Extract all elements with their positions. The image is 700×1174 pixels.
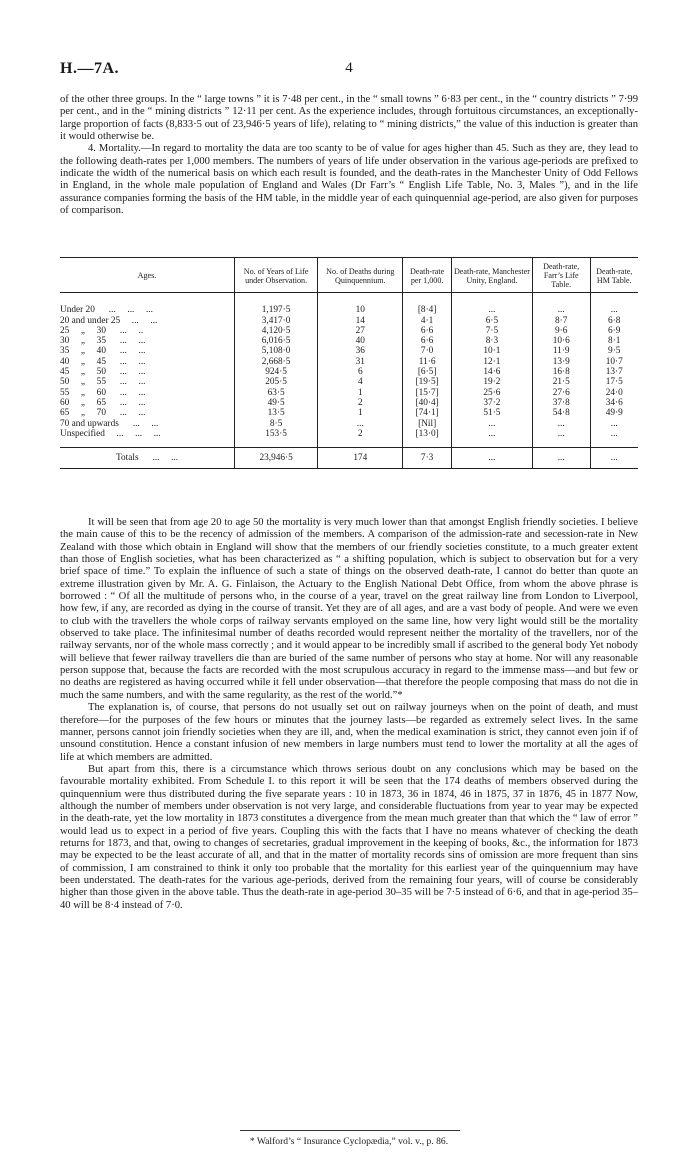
- table-cell: 5,108·0: [235, 346, 318, 356]
- table-cell: 6·8: [590, 316, 638, 326]
- totals-cell: ...: [532, 448, 590, 469]
- col-header-years: No. of Years of Life under Observation.: [235, 258, 318, 293]
- intro-text: [60, 94, 638, 217]
- table-cell: 14·6: [451, 367, 532, 377]
- col-header-death-rate: Death-rate per 1,000.: [403, 258, 452, 293]
- document-reference: H.—7A.: [60, 60, 119, 77]
- table-cell: 1: [318, 388, 403, 398]
- table-cell: 9·6: [532, 326, 590, 336]
- table-row: [60, 293, 638, 316]
- table-cell: 153·5: [235, 429, 318, 448]
- table-row: [60, 336, 638, 346]
- table-cell: ...: [590, 419, 638, 429]
- table-row: [60, 326, 638, 336]
- table-cell: 54·8: [532, 408, 590, 418]
- table-cell: 7·0: [403, 346, 452, 356]
- footnote-rule: [240, 1130, 460, 1131]
- table-row: [60, 419, 638, 429]
- table-cell: 6,016·5: [235, 336, 318, 346]
- table-row: [60, 398, 638, 408]
- table-cell: ...: [451, 293, 532, 316]
- page-number: 4: [345, 60, 353, 76]
- table-cell: 4·1: [403, 316, 452, 326]
- table-cell: ...: [590, 429, 638, 448]
- table-cell: [74·1]: [403, 408, 452, 418]
- table-cell: 2: [318, 398, 403, 408]
- table-cell: ...: [451, 429, 532, 448]
- table-cell: 35 „ 40 ... ...: [60, 346, 146, 357]
- discussion-text: [60, 517, 638, 912]
- table-cell: 2,668·5: [235, 357, 318, 367]
- table-cell: [8·4]: [403, 293, 452, 316]
- table-cell: ...: [451, 419, 532, 429]
- table-cell: 63·5: [235, 388, 318, 398]
- table-row: [60, 377, 638, 387]
- table-cell: 25·6: [451, 388, 532, 398]
- col-header-manchester: Death-rate, Manchester Unity, England.: [451, 258, 532, 293]
- table-cell: ...: [318, 419, 403, 429]
- totals-cell: ...: [590, 448, 638, 469]
- table-row: [60, 316, 638, 326]
- table-cell: 30 „ 35 ... ...: [60, 336, 146, 347]
- col-header-deaths: No. of Deaths during Quinquennium.: [318, 258, 403, 293]
- footnote: * Walford’s “ Insurance Cyclopædia,” vol. v., p. 86.: [249, 1136, 449, 1147]
- table-cell: 45 „ 50 ... ...: [60, 367, 146, 378]
- table-cell: 10·6: [532, 336, 590, 346]
- table-cell: 21·5: [532, 377, 590, 387]
- table-row: [60, 367, 638, 377]
- table-cell: 1,197·5: [235, 293, 318, 316]
- table-cell: 11·9: [532, 346, 590, 356]
- table-cell: 6·9: [590, 326, 638, 336]
- table-cell: 51·5: [451, 408, 532, 418]
- table-cell: 12·1: [451, 357, 532, 367]
- table-cell: 8·1: [590, 336, 638, 346]
- table-cell: 10·1: [451, 346, 532, 356]
- table-cell: 6·6: [403, 336, 452, 346]
- table-row: [60, 388, 638, 398]
- totals-cell: 174: [318, 448, 403, 469]
- paragraph: of the other three groups. In the “ large towns ” it is 7·48 per cent., in the “ small towns ” 6·83 per cent., in the “ country districts ” 7·99 per cent., and in the “ mining districts ” 12·11 per cent. As the experience includes, through fortuitous circumstances, an exceptionally-large proportion of facts (8,833·5 out of 23,946·5 years of life), relating to “ mining districts,” the value of this induction is greater than it would otherwise be.: [60, 94, 638, 143]
- table-cell: 1: [318, 408, 403, 418]
- totals-cell: Totals ... ...: [60, 448, 235, 469]
- table-cell: 9·5: [590, 346, 638, 356]
- totals-cell: ...: [451, 448, 532, 469]
- paragraph: It will be seen that from age 20 to age 50 the mortality is very much lower than that amongst English friendly societies. I believe the main cause of this to be the recency of admission of the members. A comparison of the admission-rate and secession-rate in New Zealand with those which obtain in England will show that the members of our friendly societies constitute, to a much greater extent than those of English societies, what has been characterized as “ a shifting population, which is subject to observation but for a very brief space of time.” To explain the influence of such a state of things on the observed death-rate, I cannot do better than quote an extreme illustration given by Mr. A. G. Finlaison, the Actuary to the English National Debt Office, from whom the above phrase is borrowed : “ Of all the multitude of persons who, in the course of a year, travel on the great railway line from London to Liverpool, how few, if any, are recorded as dying in the course of transit. Yet they are of all ages, and are a vast body of people. And were we even to club with the travellers the whole corps of railway servants employed on the same line, how very light would still be the mortality observed to take place. The infinitesimal number of deaths recorded would represent neither the mortality of the travellers, nor of the railway servants, nor of the whole mass correctly ; and it would appear to be incredibly small if ascribed to the general body Yet nobody will believe that fewer railway travellers die than are buried of the same number of persons who stay at home. Nor will any reasonable person suppose that, because the facts are recorded with the most scrupulous accuracy in regard to the immense mass—and but few or no deaths are registered as having occurred while it fell under observation—that therefore the people composing that mass do not die in much the same numbers, and with the same regularity, as the rest of the world.”*: [60, 517, 638, 701]
- totals-cell: 7·3: [403, 448, 452, 469]
- page-header: [60, 60, 638, 84]
- table-cell: ...: [590, 293, 638, 316]
- table-cell: [Nil]: [403, 419, 452, 429]
- col-header-hm: Death-rate, HM Table.: [590, 258, 638, 293]
- table-cell: 50 „ 55 ... ...: [60, 377, 146, 388]
- table-cell: 16·8: [532, 367, 590, 377]
- table-cell: 8·5: [235, 419, 318, 429]
- table-cell: 25 „ 30 ... ..: [60, 325, 144, 336]
- table-row: [60, 408, 638, 418]
- table-cell: [6·5]: [403, 367, 452, 377]
- col-header-ages: Ages.: [60, 258, 235, 293]
- table-cell: 13·9: [532, 357, 590, 367]
- table-row: [60, 429, 638, 448]
- table-cell: 6·5: [451, 316, 532, 326]
- table-row: [60, 357, 638, 367]
- table-cell: 49·5: [235, 398, 318, 408]
- table-cell: 8·3: [451, 336, 532, 346]
- table-cell: 205·5: [235, 377, 318, 387]
- table-cell: 6: [318, 367, 403, 377]
- table-cell: ...: [532, 293, 590, 316]
- table-cell: 6·6: [403, 326, 452, 336]
- table-cell: 34·6: [590, 398, 638, 408]
- table-cell: [15·7]: [403, 388, 452, 398]
- table-cell: [13·0]: [403, 429, 452, 448]
- table-cell: 24·0: [590, 388, 638, 398]
- table-row: [60, 346, 638, 356]
- table-cell: 4: [318, 377, 403, 387]
- table-cell: 40 „ 45 ... ...: [60, 356, 146, 367]
- table-cell: 27: [318, 326, 403, 336]
- table-cell: 37·8: [532, 398, 590, 408]
- table-cell: 27·6: [532, 388, 590, 398]
- table-cell: 7·5: [451, 326, 532, 336]
- table-cell: 4,120·5: [235, 326, 318, 336]
- table-cell: 49·9: [590, 408, 638, 418]
- table-cell: 19·2: [451, 377, 532, 387]
- table-cell: ...: [532, 419, 590, 429]
- table-cell: 17·5: [590, 377, 638, 387]
- table-cell: [40·4]: [403, 398, 452, 408]
- table-cell: 10: [318, 293, 403, 316]
- table-cell: Unspecified ... ... ...: [60, 428, 161, 439]
- table-cell: [19·5]: [403, 377, 452, 387]
- table-cell: 20 and under 25 ... ...: [60, 315, 158, 326]
- table-cell: 3,417·0: [235, 316, 318, 326]
- paragraph-mortality: 4. Mortality.—In regard to mortality the data are too scanty to be of value for ages higher than 45. Such as they are, they lead to the following death-rates per 1,000 members. The numbers of years of life under observation in the various age-periods are prefixed to indicate the width of the numerical basis on which each result is founded, and the death-rates in the Manchester Unity of Odd Fellows in England, in the whole male population of England and Wales (Dr Farr’s “ English Life Table, No. 3, Males ”), and in the life assurance companies forming the basis of the HM table, in the middle year of each quinquennial age-period, are also given for purposes of comparison.: [60, 143, 638, 217]
- paragraph: But apart from this, there is a circumstance which throws serious doubt on any conclusions which may be based on the favourable mortality exhibited. From Schedule I. to this report it will be seen that the 174 deaths of members observed during the quinquennium were thus distributed during the five separate years : 10 in 1873, 36 in 1874, 46 in 1875, 37 in 1876, 45 in 1877 Now, although the number of members under observation is not very large, and considerable fluctuations from year to year may be expected in the death-rate, yet the low mortality in 1873 constitutes a divergence from the mean much greater than that which the “ law of error ” would lead us to expect in a period of five years. Coupling this with the facts that I have no means whatever of checking the death returns for 1873, and that, owing to changes of secretaries, gradual improvement in the keeping of books, &c., the information for 1873 may be expected to be the least accurate of all, and that in the matter of mortality records sins of omission are more frequent than sins of commission, I am constrained to think it only too probable that the mortality for this earliest year of the quinquennium may have been understated. The death-rates for the various age-periods, derived from the remaining four years, will of course be considerably higher than those given in the above table. Thus the death-rate in age-period 30–35 will be 7·5 instead of 6·6, and that in age-period 35–40 will be 8·4 instead of 7·0.: [60, 763, 638, 911]
- totals-row: [60, 448, 638, 469]
- table-cell: 924·5: [235, 367, 318, 377]
- table-cell: 13·7: [590, 367, 638, 377]
- table-cell: 8·7: [532, 316, 590, 326]
- table-cell: ...: [532, 429, 590, 448]
- table-cell: 60 „ 65 ... ...: [60, 397, 146, 408]
- table-cell: 13·5: [235, 408, 318, 418]
- table-cell: 2: [318, 429, 403, 448]
- table-cell: Under 20 ... ... ...: [60, 305, 153, 316]
- table-cell: 40: [318, 336, 403, 346]
- table-cell: 70 and upwards ... ...: [60, 418, 159, 429]
- table-cell: 37·2: [451, 398, 532, 408]
- table-cell: 14: [318, 316, 403, 326]
- table-cell: 55 „ 60 ... ...: [60, 387, 146, 398]
- table-header-row: [60, 258, 638, 293]
- mortality-table: [60, 257, 638, 469]
- table-cell: 31: [318, 357, 403, 367]
- table-cell: 36: [318, 346, 403, 356]
- table-cell: 11·6: [403, 357, 452, 367]
- paragraph: The explanation is, of course, that persons do not usually set out on railway journeys when on the point of death, and must therefore—for the purposes of the few hours or minutes that the journey lasts—be regarded as extremely select lives. In the same manner, persons cannot join friendly societies when they are ill, and, when the medical examination is strict, they cannot even join if of unsound constitution. Hence a constant infusion of new members in large numbers must tend to lower the mortality at all the ages of life at which members are admitted.: [60, 702, 638, 763]
- table-cell: 65 „ 70 ... ...: [60, 408, 146, 419]
- totals-cell: 23,946·5: [235, 448, 318, 469]
- col-header-farr: Death-rate, Farr’s Life Table.: [532, 258, 590, 293]
- table-cell: 10·7: [590, 357, 638, 367]
